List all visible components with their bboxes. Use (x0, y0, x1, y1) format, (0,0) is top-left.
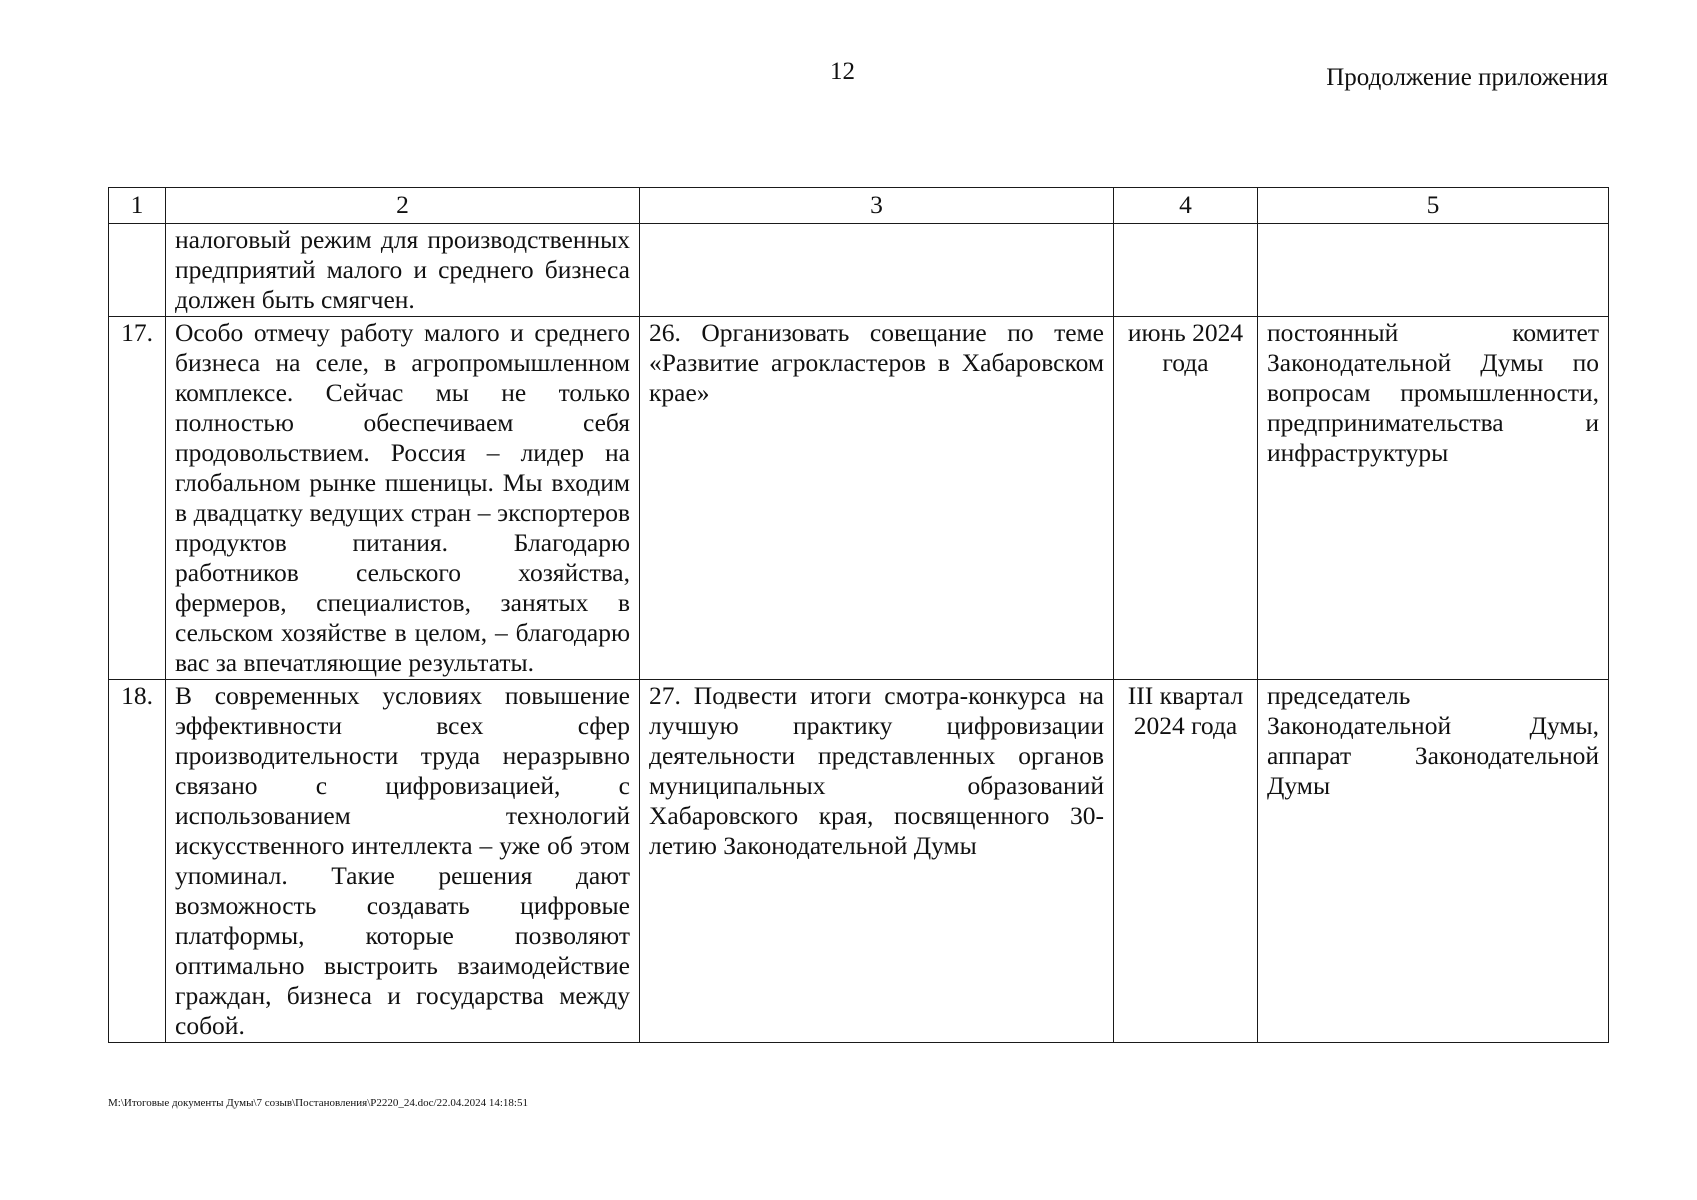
address-quote-cell: В современных условиях повышение эффективности всех сфер производительности труда неразрывно связано с цифровизацией, с использованием технологий искусственного интеллекта – уже об этом упоминал. Такие решения дают возможность создавать цифровые платформы, которые позволяют оптимально выстроить взаимодействие граждан, бизнеса и государства между собой. (166, 680, 640, 1043)
row-number (109, 224, 166, 317)
term-cell (1114, 224, 1258, 317)
column-header-5: 5 (1258, 188, 1609, 224)
measure-cell: 27. Подвести итоги смотра-конкурса на лучшую практику цифровизации деятельности представленных органов муниципальных образований Хабаровского края, посвященного 30-летию Законодательной Думы (640, 680, 1114, 1043)
column-header-1: 1 (109, 188, 166, 224)
measure-cell: 26. Организовать совещание по теме «Развитие агрокластеров в Хабаровском крае» (640, 317, 1114, 680)
column-header-3: 3 (640, 188, 1114, 224)
responsible-cell (1258, 224, 1609, 317)
row-number: 17. (109, 317, 166, 680)
column-header-2: 2 (166, 188, 640, 224)
term-cell: июнь 2024 года (1114, 317, 1258, 680)
file-path-footer: M:\Итоговые документы Думы\7 созыв\Постановления\P2220_24.doc/22.04.2024 14:18:51 (108, 1097, 528, 1109)
table-row (109, 224, 1609, 317)
table-row (109, 680, 1609, 1043)
row-number: 18. (109, 680, 166, 1043)
address-quote-cell: налоговый режим для производственных предприятий малого и среднего бизнеса должен быть смягчен. (166, 224, 640, 317)
table-header-row (109, 188, 1609, 224)
responsible-cell: председатель Законодательной Думы, аппарат Законодательной Думы (1258, 680, 1609, 1043)
measure-cell (640, 224, 1114, 317)
column-header-4: 4 (1114, 188, 1258, 224)
responsible-cell: постоянный комитет Законодательной Думы по вопросам промышленности, предпринимательства и инфраструктуры (1258, 317, 1609, 680)
term-cell: III квартал 2024 года (1114, 680, 1258, 1043)
page-number: 12 (830, 58, 855, 85)
address-quote-cell: Особо отмечу работу малого и среднего бизнеса на селе, в агропромышленном комплексе. Сейчас мы не только полностью обеспечиваем себя продовольствием. Россия – лидер на глобальном рынке пшеницы. Мы входим в двадцатку ведущих стран – экспортеров продуктов питания. Благодарю работников сельского хозяйства, фермеров, специалистов, занятых в сельском хозяйстве в целом, – благодарю вас за впечатляющие результаты. (166, 317, 640, 680)
table-row (109, 317, 1609, 680)
continuation-label: Продолжение приложения (1326, 64, 1608, 91)
appendix-table (108, 187, 1609, 1043)
